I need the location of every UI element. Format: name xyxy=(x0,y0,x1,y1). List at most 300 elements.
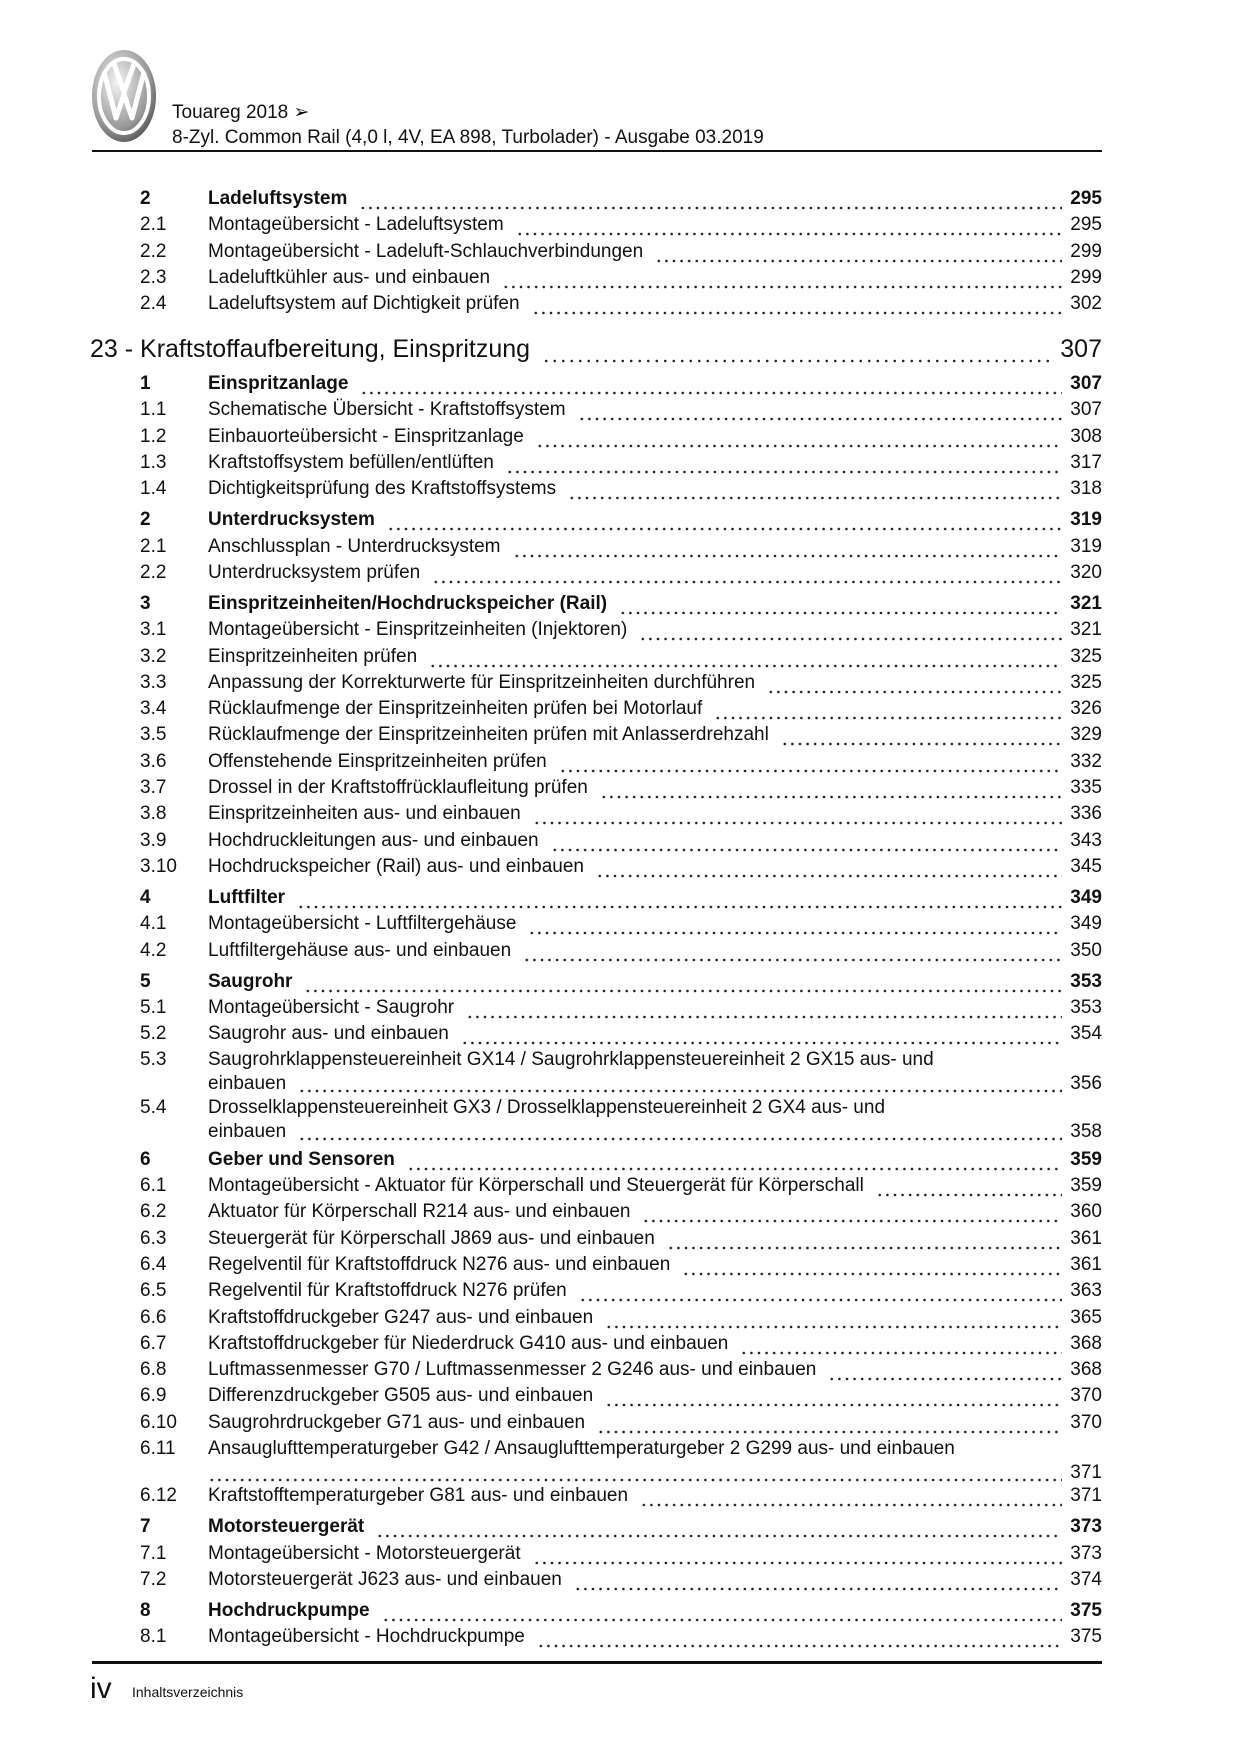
entry-number: 2.4 xyxy=(140,293,167,315)
toc-row[interactable] xyxy=(140,1383,1102,1409)
toc-row[interactable] xyxy=(140,775,1102,801)
footer-page-number: iv xyxy=(90,1672,112,1705)
page-number: 335 xyxy=(1070,777,1102,799)
entry-title: Geber und Sensoren xyxy=(208,1148,395,1170)
toc-row[interactable] xyxy=(140,1567,1102,1593)
toc-row[interactable] xyxy=(140,827,1102,853)
dot-leader xyxy=(619,591,1062,617)
toc-entry-item[interactable] xyxy=(140,397,1102,423)
toc-entry-item[interactable] xyxy=(140,1094,1102,1141)
entry-number: 3.10 xyxy=(140,855,177,877)
entry-title: Saugrohrdruckgeber G71 aus- und einbauen xyxy=(208,1411,586,1433)
page-number: 319 xyxy=(1070,509,1102,531)
dot-leader xyxy=(536,424,1063,450)
page-number: 375 xyxy=(1070,1626,1102,1648)
chapter-heading[interactable] xyxy=(90,333,1102,366)
entry-number: 5.1 xyxy=(140,996,167,1018)
toc-entry-item[interactable] xyxy=(140,1567,1102,1593)
vw-logo xyxy=(90,48,158,144)
dot-leader xyxy=(667,1226,1063,1252)
toc-row[interactable] xyxy=(140,1225,1102,1251)
page-number: 319 xyxy=(1070,535,1102,557)
entry-number: 1.4 xyxy=(140,478,167,500)
toc-entry-item[interactable] xyxy=(140,1021,1102,1047)
dot-leader xyxy=(574,1567,1062,1593)
entry-number: 7 xyxy=(140,1516,151,1538)
toc-row[interactable] xyxy=(140,1278,1102,1304)
toc-row[interactable] xyxy=(140,911,1102,937)
entry-title: Montageübersicht - Einspritzeinheiten (Injektoren) xyxy=(208,619,628,641)
entry-number: 6.9 xyxy=(140,1385,167,1407)
toc-row[interactable] xyxy=(140,643,1102,669)
toc-row[interactable] xyxy=(140,1331,1102,1357)
entry-title: Anschlussplan - Unterdrucksystem xyxy=(208,535,501,557)
dot-leader xyxy=(304,969,1062,995)
toc-entry-section[interactable] xyxy=(140,1597,1102,1624)
entry-title: Ladeluftsystem xyxy=(208,188,348,209)
table-of-contents xyxy=(90,181,1102,1650)
toc-entry-item[interactable] xyxy=(140,1252,1102,1278)
entry-number: 2.3 xyxy=(140,266,167,288)
entry-number: 2.1 xyxy=(140,214,167,236)
page-number: 359 xyxy=(1070,1175,1102,1197)
entry-title: Saugrohr xyxy=(208,970,293,992)
entry-title: Unterdrucksystem prüfen xyxy=(208,561,421,583)
toc-row[interactable] xyxy=(140,291,1102,317)
entry-title: Kraftstofftemperaturgeber G81 aus- und einbauen xyxy=(208,1485,629,1507)
entry-title: Offenstehende Einspritzeinheiten prüfen xyxy=(208,750,547,772)
toc-row[interactable] xyxy=(140,968,1102,995)
dot-leader xyxy=(533,1541,1063,1567)
entry-title: Montageübersicht - Luftfiltergehäuse xyxy=(208,913,517,935)
entry-title: Saugrohr aus- und einbauen xyxy=(208,1023,449,1045)
entry-number: 4.2 xyxy=(140,939,167,961)
entry-title: Montageübersicht - Motorsteuergerät xyxy=(208,1542,521,1564)
page-number: 358 xyxy=(1070,1120,1102,1142)
page-number: 370 xyxy=(1070,1385,1102,1407)
page-number: 373 xyxy=(1070,1542,1102,1564)
entry-number: 1.1 xyxy=(140,399,167,421)
toc-row[interactable] xyxy=(140,995,1102,1021)
entry-title: Kraftstoffsystem befüllen/entlüften xyxy=(208,452,494,474)
toc-entry-item[interactable] xyxy=(140,748,1102,774)
toc-row[interactable] xyxy=(140,854,1102,880)
dot-leader xyxy=(298,1121,1062,1142)
toc-entry-section[interactable] xyxy=(140,506,1102,533)
entry-title: Einspritzanlage xyxy=(208,373,349,395)
page-number: 361 xyxy=(1070,1253,1102,1275)
dot-leader xyxy=(387,507,1062,533)
entry-number: 1 xyxy=(140,373,151,395)
toc-row[interactable] xyxy=(140,1597,1102,1624)
page-number: 325 xyxy=(1070,645,1102,667)
dot-leader xyxy=(298,1073,1062,1094)
page-number: 336 xyxy=(1070,803,1102,825)
dot-leader xyxy=(655,239,1062,265)
toc-row[interactable] xyxy=(140,722,1102,748)
entry-title: Rücklaufmenge der Einspritzeinheiten prüfen bei Motorlauf xyxy=(208,698,703,720)
toc-row[interactable] xyxy=(140,801,1102,827)
toc-entry-section[interactable] xyxy=(140,1513,1102,1540)
toc-row[interactable] xyxy=(140,884,1102,911)
toc-entry-item[interactable] xyxy=(140,775,1102,801)
entry-number: 6.3 xyxy=(140,1227,167,1249)
dot-leader xyxy=(578,397,1063,423)
page-number: 332 xyxy=(1070,750,1102,772)
toc-entry-item[interactable] xyxy=(140,1304,1102,1330)
entry-number: 7.2 xyxy=(140,1568,167,1590)
page-number: 373 xyxy=(1070,1516,1102,1538)
header-divider xyxy=(92,150,1102,152)
toc-row[interactable] xyxy=(140,1357,1102,1383)
footer-divider xyxy=(92,1661,1102,1664)
page-number: 375 xyxy=(1070,1599,1102,1621)
dot-leader xyxy=(533,801,1063,827)
toc-row[interactable] xyxy=(140,590,1102,617)
toc-entry-chapter[interactable] xyxy=(90,333,1102,366)
toc-row[interactable] xyxy=(140,1624,1102,1650)
entry-number: 3.4 xyxy=(140,698,167,720)
dot-leader xyxy=(542,333,1052,366)
toc-row[interactable] xyxy=(140,370,1102,397)
page-number: 363 xyxy=(1070,1280,1102,1302)
page-number: 359 xyxy=(1070,1148,1102,1170)
toc-entry-item[interactable] xyxy=(140,1540,1102,1566)
entry-title: Rücklaufmenge der Einspritzeinheiten prüfen mit Anlasserdrehzahl xyxy=(208,724,769,746)
toc-entry-item[interactable] xyxy=(140,291,1102,317)
entry-number: 6.4 xyxy=(140,1253,167,1275)
toc-row-continued[interactable] xyxy=(140,1073,1102,1094)
entry-title: Ansauglufttemperaturgeber G42 / Ansauglufttemperaturgeber 2 G299 aus- und einbauen xyxy=(208,1437,955,1459)
dot-leader xyxy=(297,885,1062,911)
dot-leader xyxy=(876,1173,1062,1199)
toc-entry-section[interactable] xyxy=(140,884,1102,911)
dot-leader xyxy=(466,995,1062,1021)
toc-entry-item[interactable] xyxy=(140,265,1102,291)
page-number: 374 xyxy=(1070,1568,1102,1590)
page-number: 371 xyxy=(1070,1461,1102,1483)
toc-row[interactable] xyxy=(140,265,1102,291)
dot-leader xyxy=(640,1483,1062,1509)
header-model: Touareg 2018 ➢ xyxy=(172,102,310,123)
entry-title: Steuergerät für Körperschall J869 aus- und einbauen xyxy=(208,1227,655,1249)
page-number: 370 xyxy=(1070,1411,1102,1433)
toc-entry-item[interactable] xyxy=(140,617,1102,643)
dot-leader xyxy=(551,828,1063,854)
entry-number: 2.1 xyxy=(140,535,167,557)
toc-entry-item[interactable] xyxy=(140,423,1102,449)
entry-number: 6.2 xyxy=(140,1201,167,1223)
toc-row[interactable] xyxy=(140,1304,1102,1330)
toc-row[interactable] xyxy=(140,1436,1102,1462)
entry-title: Ladeluftkühler aus- und einbauen xyxy=(208,266,491,288)
entry-number: 6.10 xyxy=(140,1411,177,1433)
entry-number: 7.1 xyxy=(140,1542,167,1564)
page-number: 343 xyxy=(1070,829,1102,851)
entry-number: 6.6 xyxy=(140,1306,167,1328)
toc-row[interactable] xyxy=(140,560,1102,586)
dot-leader xyxy=(714,696,1062,722)
entry-title: Montageübersicht - Ladeluft-Schlauchverbindungen xyxy=(208,240,644,262)
page-number: 307 xyxy=(1070,399,1102,421)
page-number: 325 xyxy=(1070,671,1102,693)
dot-leader xyxy=(359,186,1062,212)
toc-row[interactable] xyxy=(140,1021,1102,1047)
page-number: 350 xyxy=(1070,939,1102,961)
toc-row[interactable] xyxy=(140,617,1102,643)
toc-entry-item[interactable] xyxy=(140,1047,1102,1094)
header-engine: 8-Zyl. Common Rail (4,0 l, 4V, EA 898, Turbolader) - Ausgabe 03.2019 xyxy=(172,127,764,148)
dot-leader xyxy=(523,938,1062,964)
entry-number: 3.6 xyxy=(140,750,167,772)
toc-entry-item[interactable] xyxy=(140,1199,1102,1225)
entry-title: Einbauorteübersicht - Einspritzanlage xyxy=(208,425,524,447)
toc-row[interactable] xyxy=(140,1094,1102,1120)
entry-title: Einspritzeinheiten/Hochdruckspeicher (Rail) xyxy=(208,592,608,614)
entry-title: Einspritzeinheiten prüfen xyxy=(208,645,418,667)
toc-row[interactable] xyxy=(140,748,1102,774)
page-number: 308 xyxy=(1070,425,1102,447)
toc-row[interactable] xyxy=(140,1199,1102,1225)
dot-leader xyxy=(376,1514,1062,1540)
toc-entry-item[interactable] xyxy=(140,1483,1102,1509)
entry-title: Saugrohrklappensteuereinheit GX14 / Saugrohrklappensteuereinheit 2 GX15 aus- und xyxy=(208,1049,934,1071)
toc-row[interactable] xyxy=(140,1173,1102,1199)
toc-entry-item[interactable] xyxy=(140,1173,1102,1199)
dot-leader xyxy=(781,722,1062,748)
entry-title: Luftfilter xyxy=(208,886,286,908)
dot-leader xyxy=(382,1598,1063,1624)
dot-leader xyxy=(513,534,1063,560)
entry-title: Differenzdruckgeber G505 aus- und einbauen xyxy=(208,1385,594,1407)
entry-number: 2.2 xyxy=(140,561,167,583)
toc-entry-item[interactable] xyxy=(140,1278,1102,1304)
toc-row[interactable] xyxy=(140,1146,1102,1173)
entry-title: Kraftstoffdruckgeber für Niederdruck G410 aus- und einbauen xyxy=(208,1332,729,1354)
toc-row[interactable] xyxy=(140,238,1102,264)
entry-title-continued: einbauen xyxy=(208,1073,287,1095)
dot-leader xyxy=(502,265,1062,291)
entry-number: 2.2 xyxy=(140,240,167,262)
dot-leader xyxy=(537,1624,1062,1650)
page-number: 345 xyxy=(1070,855,1102,877)
page-number: 299 xyxy=(1070,266,1102,288)
entry-number: 6.7 xyxy=(140,1332,167,1354)
dot-leader xyxy=(579,1278,1063,1304)
dot-leader xyxy=(429,644,1062,670)
dot-leader xyxy=(407,1147,1062,1173)
toc-row[interactable] xyxy=(140,397,1102,423)
entry-number: 8.1 xyxy=(140,1626,167,1648)
entry-number: 3.7 xyxy=(140,777,167,799)
toc-row[interactable] xyxy=(140,476,1102,502)
entry-title: Hochdruckpumpe xyxy=(208,1599,370,1621)
entry-number: 3.3 xyxy=(140,671,167,693)
entry-title: Drossel in der Kraftstoffrücklaufleitung prüfen xyxy=(208,777,588,799)
dot-leader xyxy=(828,1357,1062,1383)
toc-entry-item[interactable] xyxy=(140,533,1102,559)
toc-entry-item[interactable] xyxy=(140,670,1102,696)
toc-entry-item[interactable] xyxy=(140,827,1102,853)
page-number: 299 xyxy=(1070,240,1102,262)
dot-leader xyxy=(600,775,1062,801)
toc-entry-item[interactable] xyxy=(140,1409,1102,1435)
page-number: 371 xyxy=(1070,1485,1102,1507)
entry-number: 3.2 xyxy=(140,645,167,667)
toc-entry-item[interactable] xyxy=(140,238,1102,264)
entry-title-continued: einbauen xyxy=(208,1120,287,1142)
entry-number: 5.2 xyxy=(140,1023,167,1045)
entry-title: Luftfiltergehäuse aus- und einbauen xyxy=(208,939,512,961)
entry-number: 6.12 xyxy=(140,1485,177,1507)
entry-number: 1.3 xyxy=(140,452,167,474)
toc-entry-item[interactable] xyxy=(140,722,1102,748)
page-number: 307 xyxy=(1070,373,1102,395)
toc-row[interactable] xyxy=(140,1483,1102,1509)
dot-leader xyxy=(642,1199,1062,1225)
entry-number: 6.8 xyxy=(140,1359,167,1381)
page-number: 365 xyxy=(1070,1306,1102,1328)
toc-entry-item[interactable] xyxy=(140,696,1102,722)
page-number: 302 xyxy=(1070,293,1102,315)
page-number: 349 xyxy=(1070,913,1102,935)
entry-title: Drosselklappensteuereinheit GX3 / Drosselklappensteuereinheit 2 GX4 aus- und xyxy=(208,1096,886,1118)
dot-leader xyxy=(596,854,1062,880)
toc-entry-item[interactable] xyxy=(140,937,1102,963)
page-number: 368 xyxy=(1070,1359,1102,1381)
entry-title: Montageübersicht - Ladeluftsystem xyxy=(208,214,504,236)
entry-number: 5.4 xyxy=(140,1096,167,1118)
entry-number: 3.1 xyxy=(140,619,167,641)
entry-title: Montageübersicht - Saugrohr xyxy=(208,996,455,1018)
dot-leader xyxy=(559,749,1063,775)
toc-entry-item[interactable] xyxy=(140,1225,1102,1251)
entry-number: 3 xyxy=(140,592,151,614)
page-number: 349 xyxy=(1070,886,1102,908)
entry-number: 6.5 xyxy=(140,1280,167,1302)
page-number: 360 xyxy=(1070,1201,1102,1223)
entry-title: Unterdrucksystem xyxy=(208,509,375,531)
toc-row[interactable] xyxy=(140,533,1102,559)
toc-row[interactable] xyxy=(140,185,1102,212)
dot-leader xyxy=(639,617,1062,643)
toc-row[interactable] xyxy=(140,506,1102,533)
toc-row[interactable] xyxy=(140,1409,1102,1435)
toc-row[interactable] xyxy=(140,450,1102,476)
dot-leader xyxy=(605,1305,1062,1331)
toc-row[interactable] xyxy=(140,670,1102,696)
page-number: 307 xyxy=(1060,335,1102,364)
entry-number: 5.3 xyxy=(140,1049,167,1071)
toc-entry-item[interactable] xyxy=(140,801,1102,827)
page-number: 329 xyxy=(1070,724,1102,746)
toc-entry-item[interactable] xyxy=(140,995,1102,1021)
dot-leader xyxy=(528,911,1062,937)
page-number: 353 xyxy=(1070,970,1102,992)
entry-title: Montageübersicht - Aktuator für Körperschall und Steuergerät für Körperschall xyxy=(208,1175,864,1197)
page-number: 295 xyxy=(1070,214,1102,236)
toc-entry-item[interactable] xyxy=(140,476,1102,502)
toc-row[interactable] xyxy=(140,1513,1102,1540)
toc-row[interactable] xyxy=(140,423,1102,449)
toc-row[interactable] xyxy=(140,1047,1102,1073)
page-number: 354 xyxy=(1070,1023,1102,1045)
toc-entry-section[interactable] xyxy=(140,968,1102,995)
entry-title: Hochdruckleitungen aus- und einbauen xyxy=(208,829,539,851)
toc-row[interactable] xyxy=(140,696,1102,722)
dot-leader xyxy=(767,670,1062,696)
entry-title: Montageübersicht - Hochdruckpumpe xyxy=(208,1626,525,1648)
toc-entry-item[interactable] xyxy=(140,1383,1102,1409)
dot-leader xyxy=(568,476,1062,502)
page-number: 321 xyxy=(1070,619,1102,641)
toc-entry-section[interactable] xyxy=(140,185,1102,212)
toc-row[interactable] xyxy=(140,1540,1102,1566)
toc-entry-section[interactable] xyxy=(140,1146,1102,1173)
toc-entry-item[interactable] xyxy=(140,1436,1102,1483)
entry-title: Motorsteuergerät J623 aus- und einbauen xyxy=(208,1568,562,1590)
dot-leader xyxy=(360,371,1062,397)
entry-number: 4.1 xyxy=(140,913,167,935)
entry-title: Motorsteuergerät xyxy=(208,1516,365,1538)
entry-title: Anpassung der Korrekturwerte für Einspritzeinheiten durchführen xyxy=(208,671,756,693)
entry-number: 4 xyxy=(140,886,151,908)
toc-entry-item[interactable] xyxy=(140,854,1102,880)
dot-leader xyxy=(432,560,1062,586)
dot-leader xyxy=(516,212,1063,238)
entry-title: Regelventil für Kraftstoffdruck N276 aus- und einbauen xyxy=(208,1253,671,1275)
toc-entry-item[interactable] xyxy=(140,1331,1102,1357)
entry-number: 3.9 xyxy=(140,829,167,851)
dot-leader xyxy=(506,450,1062,476)
toc-entry-item[interactable] xyxy=(140,643,1102,669)
entry-number: 8 xyxy=(140,1599,151,1621)
chapter-title: 23 - Kraftstoffaufbereitung, Einspritzung xyxy=(90,335,531,364)
entry-number: 6 xyxy=(140,1148,151,1170)
page-number: 368 xyxy=(1070,1332,1102,1354)
entry-number: 2 xyxy=(140,509,151,531)
entry-title: Kraftstoffdruckgeber G247 aus- und einbauen xyxy=(208,1306,594,1328)
toc-entry-item[interactable] xyxy=(140,560,1102,586)
dot-leader xyxy=(532,291,1063,317)
toc-entry-item[interactable] xyxy=(140,1357,1102,1383)
toc-row-continued[interactable] xyxy=(140,1121,1102,1142)
dot-leader xyxy=(208,1462,1062,1483)
toc-entry-item[interactable] xyxy=(140,911,1102,937)
toc-entry-section[interactable] xyxy=(140,370,1102,397)
toc-row[interactable] xyxy=(140,937,1102,963)
page-number: 321 xyxy=(1070,592,1102,614)
page-number: 320 xyxy=(1070,561,1102,583)
toc-entry-item[interactable] xyxy=(140,212,1102,238)
dot-leader xyxy=(682,1252,1062,1278)
toc-row-continued[interactable] xyxy=(140,1462,1102,1483)
page-number: 318 xyxy=(1070,478,1102,500)
entry-number: 6.1 xyxy=(140,1175,167,1197)
page-number: 295 xyxy=(1070,188,1102,209)
toc-row[interactable] xyxy=(140,212,1102,238)
toc-entry-item[interactable] xyxy=(140,1624,1102,1650)
toc-row[interactable] xyxy=(140,1252,1102,1278)
toc-entry-section[interactable] xyxy=(140,590,1102,617)
page-number: 326 xyxy=(1070,698,1102,720)
toc-entry-item[interactable] xyxy=(140,450,1102,476)
dot-leader xyxy=(597,1410,1062,1436)
entry-number: 2 xyxy=(140,188,151,209)
entry-title: Ladeluftsystem auf Dichtigkeit prüfen xyxy=(208,293,520,315)
entry-number: 3.8 xyxy=(140,803,167,825)
page-number: 356 xyxy=(1070,1073,1102,1095)
